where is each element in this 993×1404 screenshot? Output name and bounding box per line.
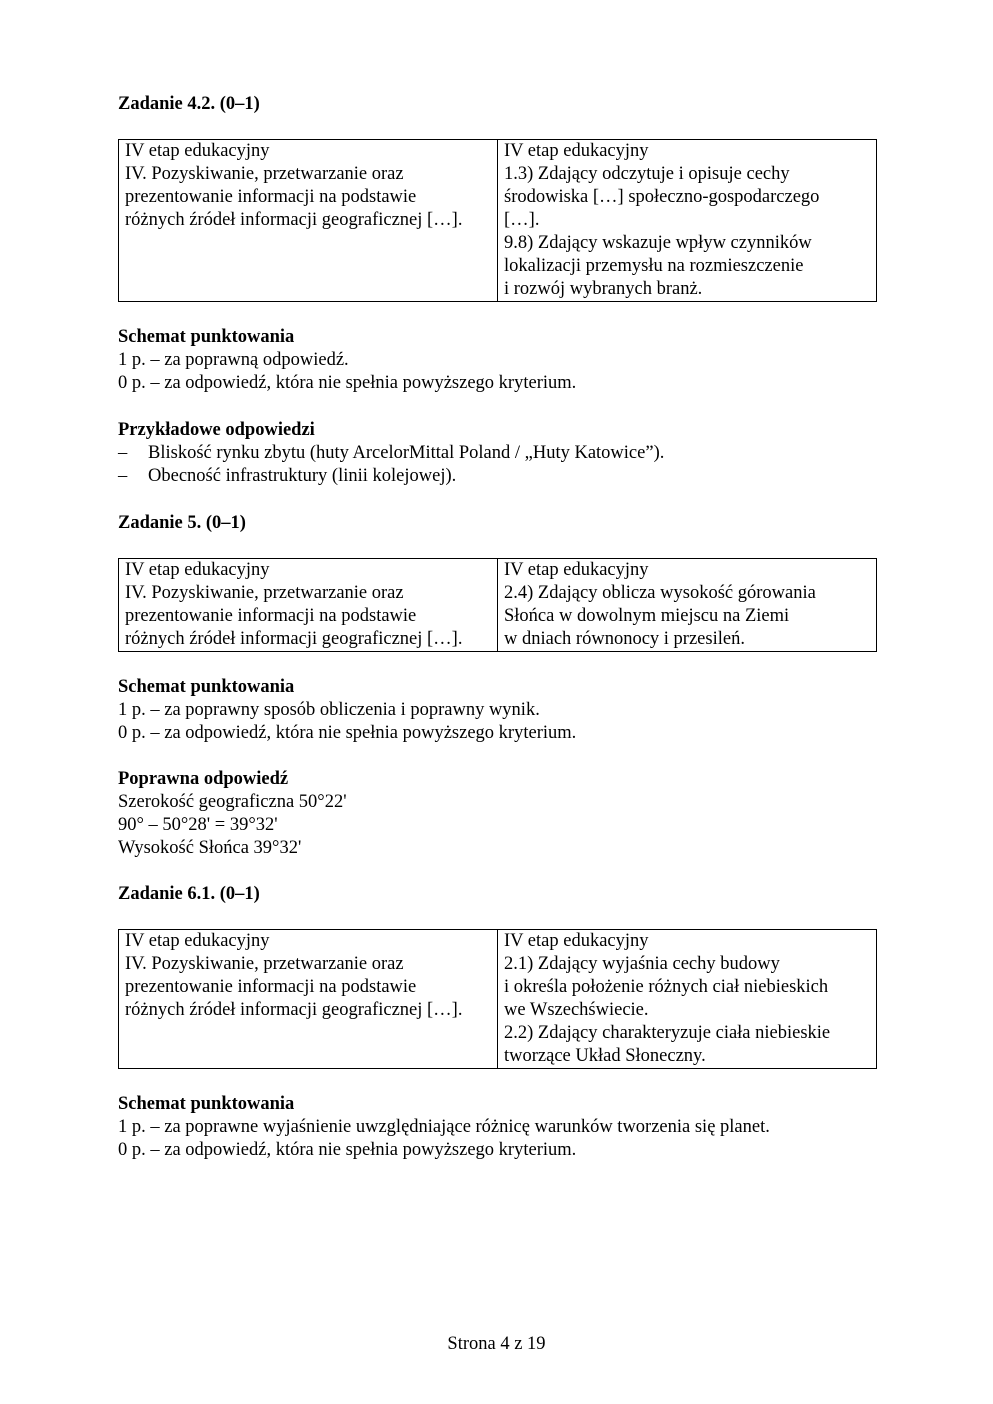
requirement-line: lokalizacji przemysłu na rozmieszczenie	[504, 256, 804, 276]
task-4-2-scoring	[118, 326, 576, 395]
requirement-line: IV. Pozyskiwanie, przetwarzanie oraz	[125, 583, 404, 603]
requirement-line: IV. Pozyskiwanie, przetwarzanie oraz	[125, 164, 404, 184]
scoring-line: 1 p. – za poprawny sposób obliczenia i poprawny wynik.	[118, 700, 540, 720]
requirement-line: 2.2) Zdający charakteryzuje ciała niebieskie	[504, 1023, 831, 1043]
requirement-line: 2.1) Zdający wyjaśnia cechy budowy	[504, 954, 780, 974]
scoring-line: 0 p. – za odpowiedź, która nie spełnia powyższego kryterium.	[118, 723, 577, 743]
scoring-line: 1 p. – za poprawną odpowiedź.	[118, 350, 349, 370]
list-item	[118, 442, 664, 465]
page-number: Strona 4 z 19	[447, 1334, 546, 1354]
task-5-requirements-table	[118, 558, 877, 652]
task-6-1-title: Zadanie 6.1. (0–1)	[118, 884, 260, 904]
requirement-line: w dniach równonocy i przesileń.	[504, 629, 745, 649]
requirement-line: IV etap edukacyjny	[125, 141, 270, 161]
task-6-1-scoring	[118, 1093, 770, 1162]
scoring-title: Schemat punktowania	[118, 677, 295, 697]
requirement-line: IV etap edukacyjny	[504, 141, 649, 161]
requirements-right-cell	[498, 140, 877, 302]
requirement-line: IV etap edukacyjny	[125, 560, 270, 580]
task-4-2-requirements-table	[118, 139, 877, 302]
answers-list	[118, 442, 664, 488]
requirements-right-cell	[498, 559, 877, 652]
dash-bullet: –	[118, 466, 128, 486]
requirements-right-cell	[498, 930, 877, 1069]
requirement-line: prezentowanie informacji na podstawie	[125, 606, 417, 626]
task-4-2-title: Zadanie 4.2. (0–1)	[118, 94, 260, 114]
answer-text: Obecność infrastruktury (linii kolejowej).	[148, 466, 457, 486]
answer-title: Poprawna odpowiedź	[118, 769, 289, 789]
requirement-line: IV. Pozyskiwanie, przetwarzanie oraz	[125, 954, 404, 974]
requirements-left-cell	[119, 559, 498, 652]
requirement-line: 9.8) Zdający wskazuje wpływ czynników	[504, 233, 812, 253]
requirement-line: Słońca w dowolnym miejscu na Ziemi	[504, 606, 790, 626]
task-6-1-requirements-table	[118, 929, 877, 1069]
requirements-left-cell	[119, 140, 498, 302]
requirement-line: i rozwój wybranych branż.	[504, 279, 703, 299]
task-5-answer	[118, 768, 347, 860]
requirement-line: różnych źródeł informacji geograficznej […].	[125, 629, 463, 649]
requirement-line: i określa położenie różnych ciał niebieskich	[504, 977, 829, 997]
requirement-line: […].	[504, 210, 540, 230]
scoring-line: 0 p. – za odpowiedź, która nie spełnia powyższego kryterium.	[118, 373, 577, 393]
task-5-scoring	[118, 676, 576, 745]
task-4-2-section	[118, 93, 260, 116]
scoring-line: 1 p. – za poprawne wyjaśnienie uwzględniające różnicę warunków tworzenia się planet.	[118, 1117, 770, 1137]
requirement-line: środowiska […] społeczno-gospodarczego	[504, 187, 820, 207]
requirement-line: różnych źródeł informacji geograficznej […].	[125, 1000, 463, 1020]
answer-text: Bliskość rynku zbytu (huty ArcelorMittal Poland / „Huty Katowice”).	[148, 443, 665, 463]
answers-title: Przykładowe odpowiedzi	[118, 420, 315, 440]
requirements-left-cell	[119, 930, 498, 1069]
requirement-line: 2.4) Zdający oblicza wysokość górowania	[504, 583, 816, 603]
scoring-title: Schemat punktowania	[118, 327, 295, 347]
answer-line: Wysokość Słońca 39°32'	[118, 838, 302, 858]
dash-bullet: –	[118, 443, 128, 463]
requirement-line: we Wszechświecie.	[504, 1000, 649, 1020]
requirement-line: tworzące Układ Słoneczny.	[504, 1046, 706, 1066]
requirement-line: IV etap edukacyjny	[504, 931, 649, 951]
scoring-line: 0 p. – za odpowiedź, która nie spełnia powyższego kryterium.	[118, 1140, 577, 1160]
requirement-line: IV etap edukacyjny	[504, 560, 649, 580]
requirement-line: IV etap edukacyjny	[125, 931, 270, 951]
requirement-line: prezentowanie informacji na podstawie	[125, 187, 417, 207]
answer-line: 90° – 50°28' = 39°32'	[118, 815, 278, 835]
task-6-1-section	[118, 883, 260, 906]
answer-line: Szerokość geograficzna 50°22'	[118, 792, 347, 812]
task-5-title: Zadanie 5. (0–1)	[118, 513, 246, 533]
requirement-line: 1.3) Zdający odczytuje i opisuje cechy	[504, 164, 790, 184]
task-5-section	[118, 512, 246, 535]
requirement-line: różnych źródeł informacji geograficznej […].	[125, 210, 463, 230]
task-4-2-answers	[118, 419, 664, 488]
requirement-line: prezentowanie informacji na podstawie	[125, 977, 417, 997]
scoring-title: Schemat punktowania	[118, 1094, 295, 1114]
list-item	[118, 465, 664, 488]
